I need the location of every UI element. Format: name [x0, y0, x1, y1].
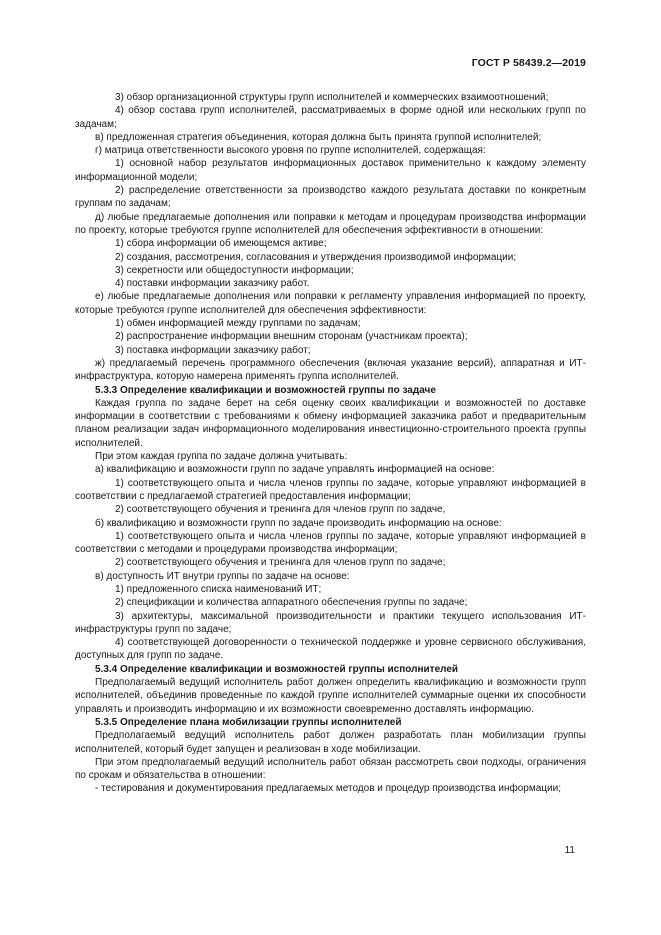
paragraph: 2) соответствующего обучения и тренинга для членов групп по задаче; — [115, 557, 446, 569]
paragraph: 1) предложенного списка наименований ИТ; — [115, 583, 322, 595]
document-header: ГОСТ Р 58439.2—2019 — [471, 57, 586, 69]
paragraph: 3) архитектуры, максимальной производительности и практики текущего использования ИТ-инфраструктуры групп по задаче; — [75, 610, 586, 635]
document-body — [75, 91, 586, 796]
paragraph: Предполагаемый ведущий исполнитель работ должен разработать план мобилизации группы исполнителей, который будет запущен и реализован в ходе мобилизации. — [75, 730, 586, 755]
paragraph: в) предложенная стратегия объединения, которая должна быть принята группой исполнителей; — [95, 131, 542, 143]
paragraph: г) матрица ответственности высокого уровня по группе исполнителей, содержащая: — [95, 145, 486, 157]
paragraph: 1) соответствующего опыта и числа членов группы по задаче, которые управляют информацией в соответствии с предлагаемой стратегией предоставления информации; — [75, 477, 586, 502]
paragraph: 2) распространение информации внешним сторонам (участникам проекта); — [115, 331, 468, 343]
paragraph: 3) обзор организационной структуры групп исполнителей и коммерческих взаимоотношений; — [115, 92, 549, 103]
paragraph: д) любые предлагаемые дополнения или поправки к методам и процедурам производства информации по проекту, которые требуются группе исполнителей для обеспечения эффективности в отношении: — [75, 211, 586, 236]
page-number: 11 — [564, 845, 575, 856]
paragraph: 1) сбора информации об имеющемся активе; — [115, 238, 327, 250]
paragraph: 3) поставка информации заказчику работ; — [115, 344, 311, 356]
paragraph: Каждая группа по задаче берет на себя оценку своих квалификации и возможностей по доставке информации в соответствии с требованиями к обмену информацией заказчика работ и предварительным планом реализации задач информационного моделирования инвестиционно-строительного проекта группы исполнителей. — [75, 397, 586, 449]
section-heading: 5.3.3 Определение квалификации и возможностей группы по задаче — [95, 384, 436, 396]
paragraph: При этом предполагаемый ведущий исполнитель работ обязан рассмотреть свои подходы, ограничения по срокам и обязательства в отношении: — [75, 756, 586, 782]
paragraph: 4) поставки информации заказчику работ. — [115, 278, 310, 290]
section-heading: 5.3.5 Определение плана мобилизации группы исполнителей — [95, 716, 402, 728]
paragraph: б) квалификацию и возможности групп по задаче производить информацию на основе: — [95, 517, 502, 529]
paragraph: 1) основной набор результатов информационных доставок применительно к каждому элементу информационной модели; — [75, 158, 586, 183]
paragraph: Предполагаемый ведущий исполнитель работ должен определить квалификацию и возможности групп исполнителей, объединив проведенные по каждой группе исполнителей суммарные оценки их способности управлять и производить информацию и их возможности своевременно доставлять информацию. — [75, 677, 586, 715]
paragraph: ж) предлагаемый перечень программного обеспечения (включая указание версий), аппаратная и ИТ-инфраструктура, которую намерена применять группа исполнителей. — [75, 357, 586, 383]
section-heading: 5.3.4 Определение квалификации и возможностей группы исполнителей — [95, 663, 459, 675]
paragraph: 2) распределение ответственности за производство каждого результата доставки по конкретным группам по задачам; — [75, 185, 586, 210]
paragraph: 2) спецификации и количества аппаратного обеспечения группы по задаче; — [115, 597, 468, 609]
paragraph: 1) соответствующего опыта и числа членов группы по задаче, которые управляют информацией в соответствии с методами и процедурами производства информации; — [75, 530, 586, 556]
paragraph: а) квалификацию и возможности групп по задаче управлять информацией на основе: — [95, 464, 495, 476]
paragraph: При этом каждая группа по задаче должна учитывать: — [95, 451, 348, 463]
paragraph: - тестирования и документирования предлагаемых методов и процедур производства информации; — [95, 783, 561, 795]
paragraph: 1) обмен информацией между группами по задачам; — [115, 318, 361, 330]
paragraph: 2) создания, рассмотрения, согласования и утверждения производимой информации; — [115, 251, 517, 263]
paragraph: 4) обзор состава групп исполнителей, рассматриваемых в форме одной или нескольких групп по задачам; — [75, 105, 586, 130]
paragraph: 4) соответствующей договоренности о технической поддержке и уровне сервисного обслуживания, доступных для групп по задаче. — [75, 637, 586, 662]
paragraph: 2) соответствующего обучения и тренинга для членов групп по задаче, — [115, 504, 446, 516]
paragraph: е) любые предлагаемые дополнения или поправки к регламенту управления информацией по проекту, которые требуются группе исполнителей для обеспечения эффективности: — [75, 291, 586, 316]
paragraph: 3) секретности или общедоступности информации; — [115, 264, 354, 276]
paragraph: в) доступность ИТ внутри группы по задаче на основе: — [95, 570, 350, 582]
